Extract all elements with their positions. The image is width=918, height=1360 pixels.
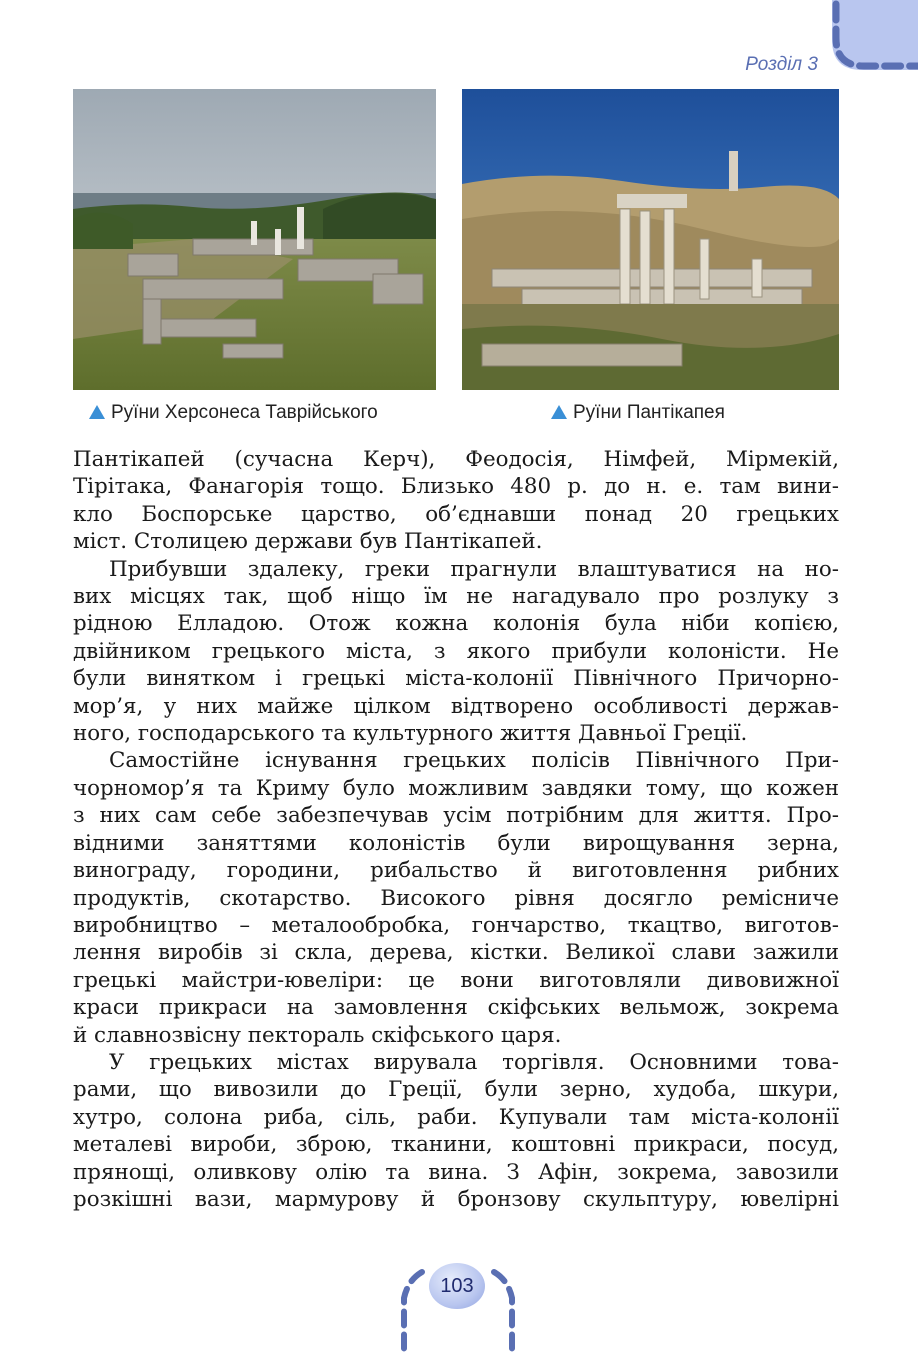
page-number: 103 xyxy=(429,1263,485,1309)
text-line: розкішні вази, мармурову й бронзову скульптуру, ювелірні xyxy=(73,1186,839,1212)
body-text xyxy=(73,446,839,1213)
text-line: з них сам себе забезпечував усім потрібним для життя. Про- xyxy=(73,803,839,829)
text-line: рами, що вивозили до Греції, були зерно, худоба, шкури, xyxy=(73,1077,839,1103)
figure-caption xyxy=(551,402,725,424)
text-line: Тірітака, Фанагорія тощо. Близько 480 р. до н. е. там вини- xyxy=(73,474,839,500)
caption-text: Руїни Херсонеса Таврійського xyxy=(111,402,378,423)
text-line: У грецьких містах вирувала торгівля. Основними това- xyxy=(109,1049,839,1075)
text-line: продуктів, скотарство. Високого рівня досягло ремісниче xyxy=(73,885,839,911)
page-number-badge xyxy=(392,1258,524,1358)
paragraph xyxy=(73,1049,839,1213)
text-line: двійником грецького міста, з якого прибули колоністи. Не xyxy=(73,638,839,664)
panticapaeum-ruins-photo xyxy=(462,89,839,390)
text-line: відними заняттями колоністів були вирощування зерна, xyxy=(73,830,839,856)
paragraph xyxy=(73,747,839,1048)
text-line: прянощі, оливкову олію та вина. З Афін, зокрема, завозили xyxy=(73,1159,839,1185)
text-line: й славнозвісну пектораль скіфського царя. xyxy=(73,1022,562,1048)
text-line: мор’я, у них майже цілком відтворено особливості держав- xyxy=(73,693,839,719)
chersonesus-ruins-photo xyxy=(73,89,436,390)
text-line: міст. Столицею держави був Пантікапей. xyxy=(73,529,543,555)
text-line: кло Боспорське царство, об’єднавши понад 20 грецьких xyxy=(73,501,839,527)
section-label: Розділ 3 xyxy=(745,54,818,75)
text-line: чорномор’я та Криму було можливим завдяки тому, що кожен xyxy=(73,775,839,801)
text-line: вих місцях так, щоб ніщо їм не нагадувало про розлуку з xyxy=(73,584,839,610)
corner-tab-decoration xyxy=(832,0,918,82)
text-line: ного, господарського та культурного життя Давньої Греції. xyxy=(73,721,748,747)
text-line: були винятком і грецькі міста-колонії Північного Причорно- xyxy=(73,666,839,692)
caption-text: Руїни Пантікапея xyxy=(573,402,725,423)
figure-caption xyxy=(89,402,378,424)
paragraph xyxy=(73,556,839,748)
text-line: лення виробів зі скла, дерева, кістки. Великої слави зажили xyxy=(73,940,839,966)
text-line: грецькі майстри-ювеліри: це вони виготовляли дивовижної xyxy=(73,967,839,993)
text-line: Прибувши здалеку, греки прагнули влаштуватися на но- xyxy=(109,556,839,582)
text-line: Самостійне існування грецьких полісів Північного При- xyxy=(109,748,839,774)
triangle-icon xyxy=(89,405,105,419)
text-line: металеві вироби, зброю, тканини, коштовні прикраси, посуд, xyxy=(73,1132,839,1158)
text-line: виробництво – металообробка, гончарство, ткацтво, виготов- xyxy=(73,912,839,938)
text-line: рідною Елладою. Отож кожна колонія була ніби копією, xyxy=(73,611,839,637)
text-line: Пантікапей (сучасна Керч), Феодосія, Німфей, Мірмекій, xyxy=(73,447,839,472)
text-line: краси прикраси на замовлення скіфських вельмож, зокрема xyxy=(73,995,839,1021)
text-line: винограду, городини, рибальство й виготовлення рибних xyxy=(73,858,839,884)
paragraph xyxy=(73,446,839,556)
text-line: хутро, солона риба, сіль, раби. Купували там міста-колонії xyxy=(73,1104,839,1130)
triangle-icon xyxy=(551,405,567,419)
